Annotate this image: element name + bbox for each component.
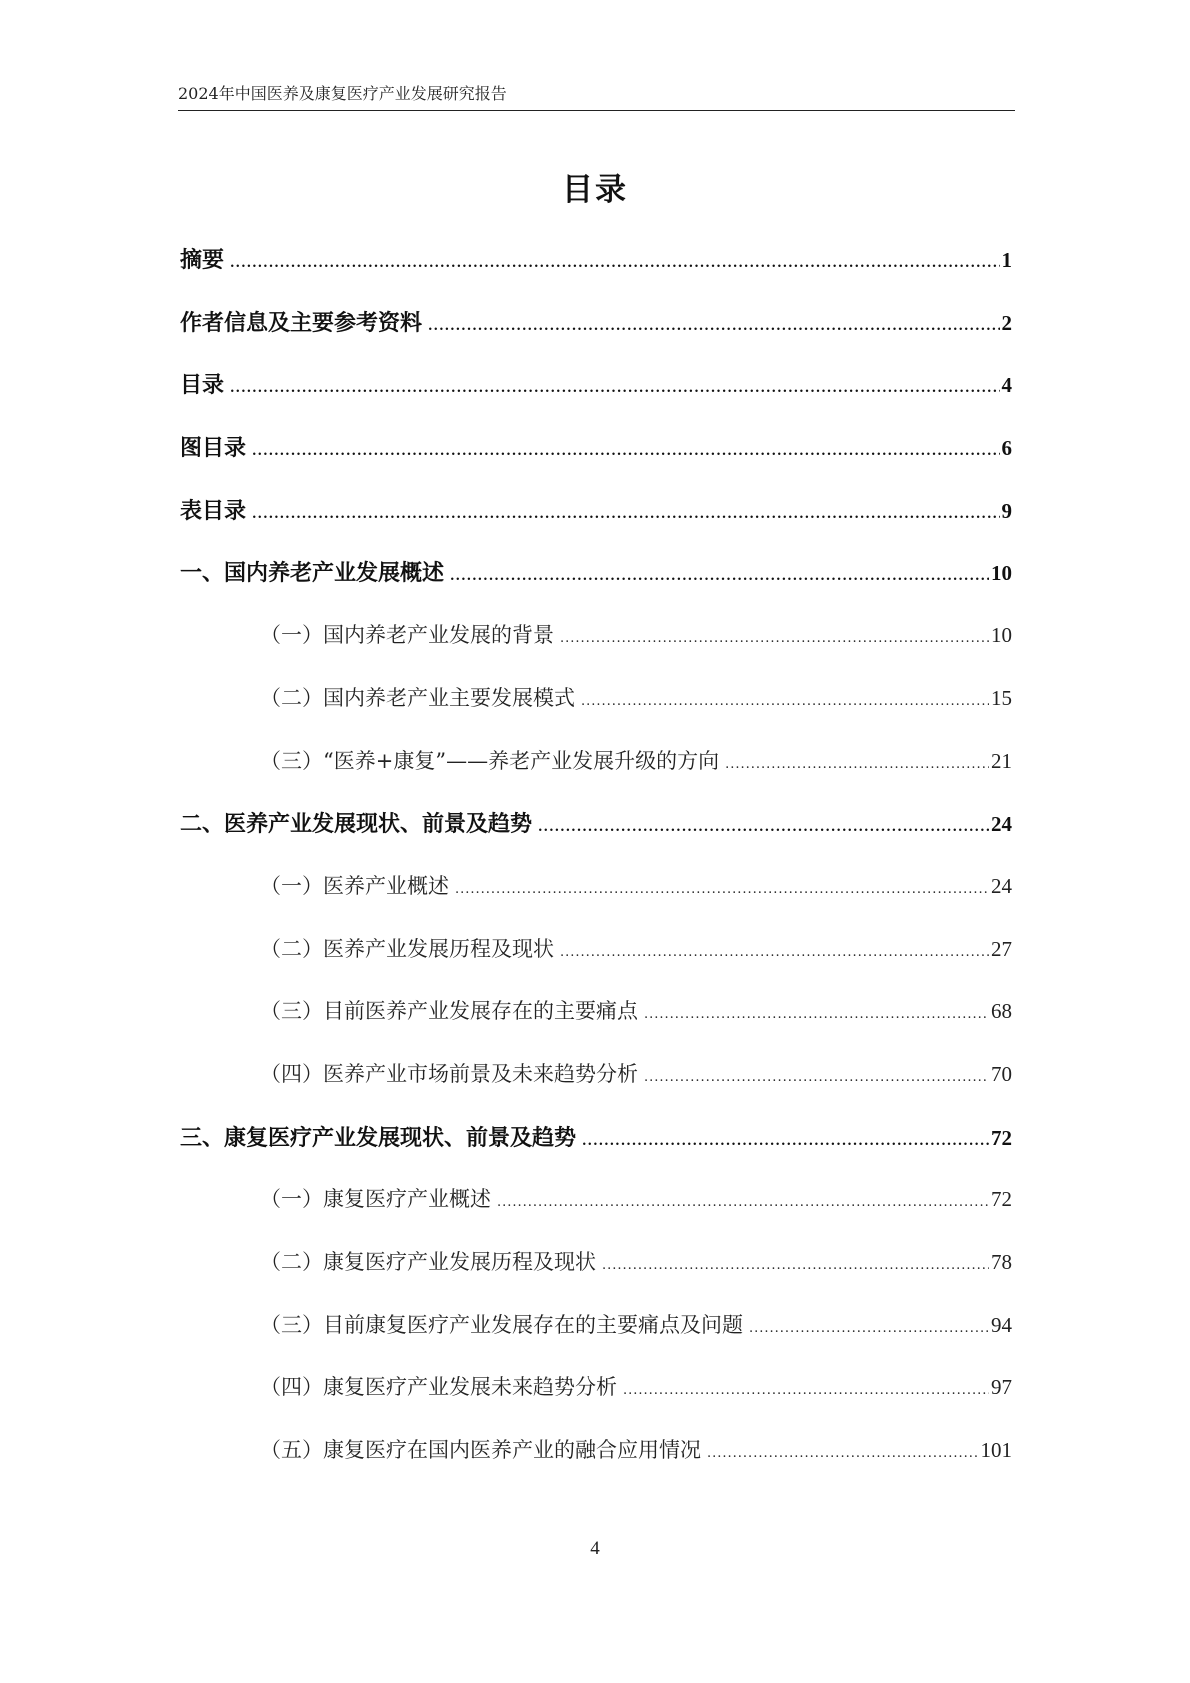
toc-entry-page: 15	[991, 685, 1012, 710]
dot-leader	[560, 632, 989, 645]
toc-entry-page: 2	[1001, 310, 1012, 335]
dot-leader	[623, 1384, 989, 1397]
dot-leader	[749, 1322, 989, 1335]
toc-entry[interactable]	[180, 1371, 1012, 1434]
toc-entry-page: 97	[991, 1375, 1012, 1400]
toc-entry-label: （二）康复医疗产业发展历程及现状	[260, 1250, 596, 1274]
dot-leader	[644, 1071, 989, 1084]
page-number: 4	[590, 1538, 600, 1559]
toc-entry[interactable]	[180, 1434, 1012, 1497]
toc-entry-label: （五）康复医疗在国内医养产业的融合应用情况	[260, 1438, 701, 1463]
toc-entry-label: 一、国内养老产业发展概述	[180, 560, 445, 587]
toc-list	[180, 243, 1012, 1497]
dot-leader	[560, 946, 989, 959]
toc-entry[interactable]	[180, 933, 1012, 996]
toc-entry-label: （四）康复医疗产业发展未来趋势分析	[260, 1375, 617, 1400]
toc-entry-label: （三）目前康复医疗产业发展存在的主要痛点及问题	[260, 1312, 743, 1337]
toc-entry-label: （一）国内养老产业发展的背景	[260, 623, 554, 648]
toc-entry-label: （三）目前医养产业发展存在的主要痛点	[260, 999, 638, 1024]
toc-entry-label: （三）“医养+康复”——养老产业发展升级的方向	[260, 748, 720, 773]
toc-entry[interactable]	[180, 556, 1012, 619]
dot-leader	[497, 1196, 989, 1209]
toc-entry-page: 24	[991, 873, 1012, 898]
toc-entry-label: （一）医养产业概述	[260, 873, 449, 898]
toc-entry-page: 9	[1001, 498, 1012, 523]
toc-entry-page: 10	[991, 623, 1012, 648]
toc-entry-page: 1	[1001, 248, 1012, 272]
toc-entry[interactable]	[180, 1058, 1012, 1121]
toc-entry-label: 摘要	[180, 247, 225, 273]
toc-entry[interactable]	[180, 368, 1012, 431]
toc-entry[interactable]	[180, 995, 1012, 1058]
dot-leader	[252, 508, 999, 521]
toc-entry-page: 101	[980, 1438, 1012, 1463]
dot-leader	[230, 257, 999, 270]
dot-leader	[581, 695, 989, 708]
toc-entry[interactable]	[180, 1309, 1012, 1372]
toc-entry-label: 目录	[180, 372, 225, 399]
toc-entry-label: 二、医养产业发展现状、前景及趋势	[180, 811, 533, 838]
toc-entry-page: 72	[991, 1125, 1012, 1150]
dot-leader	[252, 445, 999, 458]
toc-entry-page: 6	[1001, 436, 1012, 461]
toc-entry-label: 三、康复医疗产业发展现状、前景及趋势	[180, 1124, 577, 1151]
toc-entry-page: 24	[991, 812, 1012, 837]
toc-entry[interactable]	[180, 243, 1012, 306]
toc-entry-label: （二）医养产业发展历程及现状	[260, 936, 554, 961]
dot-leader	[230, 382, 999, 395]
toc-entry-page: 4	[1001, 373, 1012, 398]
toc-entry-label: （一）康复医疗产业概述	[260, 1187, 491, 1212]
dot-leader	[455, 883, 989, 896]
toc-entry[interactable]	[180, 807, 1012, 870]
dot-leader	[707, 1447, 979, 1460]
toc-entry-page: 70	[991, 1061, 1012, 1086]
toc-entry-label: 作者信息及主要参考资料	[180, 309, 423, 336]
dot-leader	[602, 1259, 989, 1272]
toc-entry[interactable]	[180, 870, 1012, 933]
page-title: 目录	[562, 172, 628, 208]
dot-leader	[644, 1008, 989, 1021]
toc-entry[interactable]	[180, 306, 1012, 369]
toc-entry-label: 表目录	[180, 497, 247, 524]
toc-entry-page: 72	[991, 1187, 1012, 1212]
toc-entry-label: 图目录	[180, 435, 247, 462]
toc-entry[interactable]	[180, 745, 1012, 808]
dot-leader	[428, 320, 999, 333]
dot-leader	[582, 1135, 989, 1148]
toc-entry[interactable]	[180, 431, 1012, 494]
running-header	[178, 86, 1015, 111]
dot-leader	[725, 758, 989, 771]
running-header-title: 2024年中国医养及康复医疗产业发展研究报告	[178, 84, 507, 103]
toc-entry-page: 10	[991, 561, 1012, 586]
toc-entry[interactable]	[180, 619, 1012, 682]
toc-entry[interactable]	[180, 1121, 1012, 1184]
toc-entry-page: 68	[991, 999, 1012, 1024]
toc-entry[interactable]	[180, 1183, 1012, 1246]
toc-entry-page: 78	[991, 1250, 1012, 1274]
toc-entry-page: 21	[991, 748, 1012, 773]
dot-leader	[450, 570, 989, 583]
toc-entry-label: （二）国内养老产业主要发展模式	[260, 685, 575, 710]
toc-entry[interactable]	[180, 682, 1012, 745]
toc-entry[interactable]	[180, 1246, 1012, 1309]
toc-entry[interactable]	[180, 494, 1012, 557]
toc-entry-label: （四）医养产业市场前景及未来趋势分析	[260, 1061, 638, 1086]
dot-leader	[538, 821, 989, 834]
toc-entry-page: 27	[991, 936, 1012, 961]
toc-entry-page: 94	[991, 1312, 1012, 1337]
